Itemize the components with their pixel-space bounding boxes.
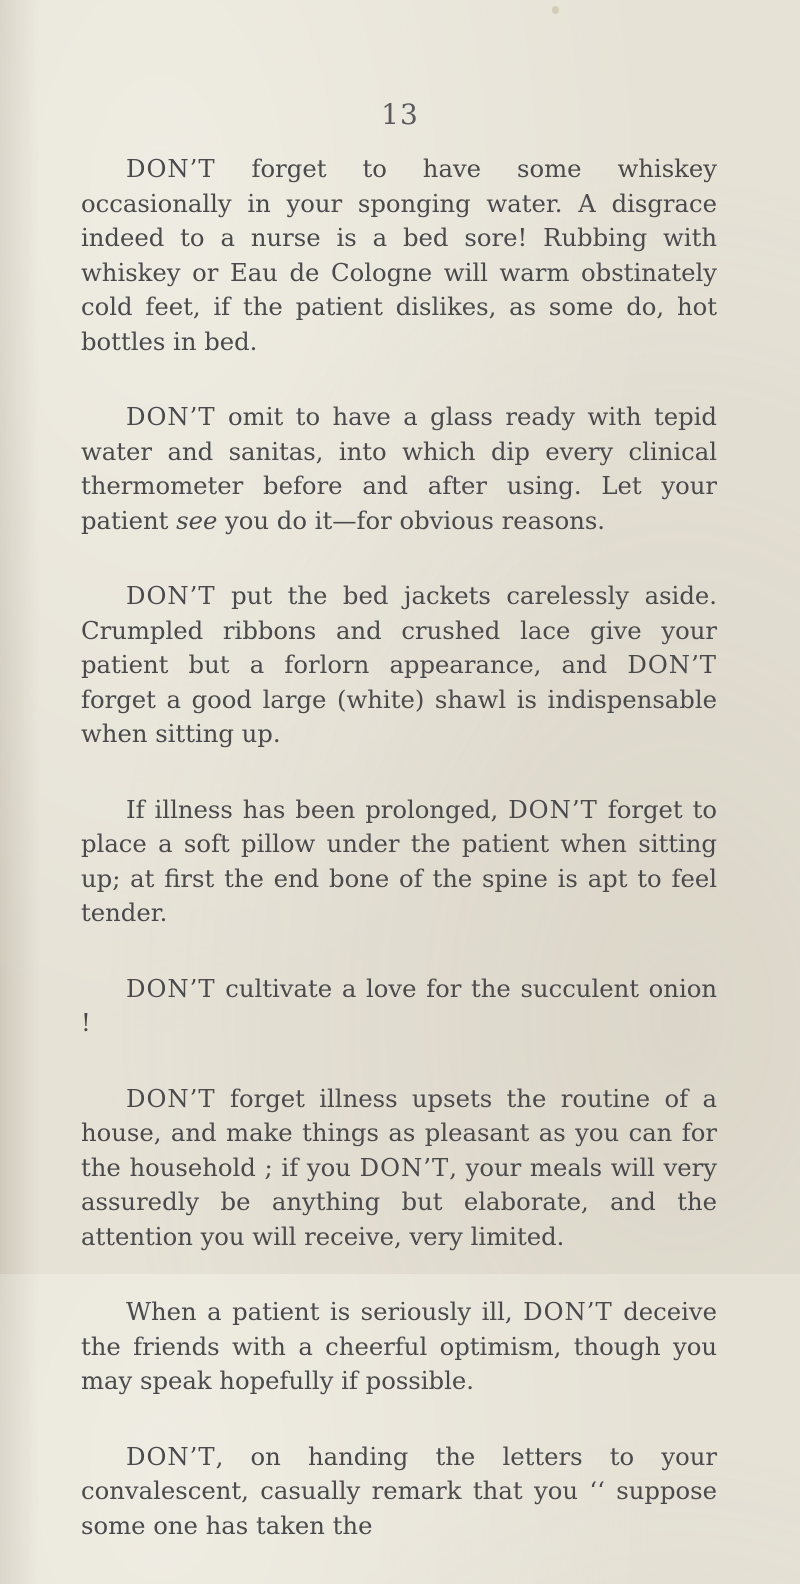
dont-lead: DON’T [126,154,216,183]
dont-lead: DON’T [126,1083,216,1113]
paragraph-letters [81,1440,717,1544]
paragraph-household [81,1082,717,1255]
paragraph-text: forget to have some whiskey occasionally in your sponging water. A disgrace indeed to a nurse is a bed sore! Rubbing with whiskey or Eau de Cologne will warm obstinately cold feet, if the patient dislikes, as some do, hot bottles in bed. [81,154,717,356]
page-number: 13 [381,98,419,131]
paragraph-text: omit to have a glass ready with tepid water and sanitas, into which dip every clinical thermometer before and after using. Let your patient [81,402,717,535]
paragraph-text: forget a good large (white) shawl is indispensable when sitting up. [81,684,717,748]
dont-lead: DON’T [126,973,216,1003]
paragraph-text: , your meals will very assuredly be anything but elaborate, and the attention you will receive, very limited. [81,1152,718,1251]
paragraph-optimism [81,1295,717,1399]
paragraph-text: If illness has been prolonged, [126,794,509,824]
page-body [81,152,717,1584]
dont-inline: DON’T [508,794,598,824]
paragraph-pillow [81,793,717,931]
dont-inline: DON’T [627,650,717,679]
dont-inline: DON’T [359,1152,450,1182]
emphasis-word: see [176,505,218,535]
dont-inline: DON’T [523,1297,613,1326]
paragraph-text: When a patient is seriously ill, [126,1297,524,1326]
paragraph-onion [81,972,717,1041]
paragraph-text: deceive the friends with a cheerful optimism, though you may speak hopefully if possible. [81,1297,717,1395]
paragraph-text: forget illness upsets the routine of a house, and make things as pleasant as you can for the household ; if you [81,1083,717,1182]
paragraph-whiskey-sponging [81,152,717,359]
paragraph-bed-jackets [81,579,717,752]
paragraph-text: , on handing the letters to your convalescent, casually remark that you ‘‘ suppose some one has taken the [81,1441,717,1540]
paragraph-text: you do it—for obvious reasons. [217,505,606,535]
paragraph-text: put the bed jackets carelessly aside. Crumpled ribbons and crushed lace give your patient but a forlorn appearance, and [81,581,717,679]
dont-lead: DON’T [126,1441,216,1471]
paragraph-text: cultivate a love for the succulent onion ! [81,973,717,1037]
paragraph-text: forget to place a soft pillow under the patient when sitting up; at first the end bone of the spine is apt to feel tender. [81,794,717,927]
paragraph-thermometer [81,400,717,538]
paper-spot [552,6,559,14]
dont-lead: DON’T [126,581,216,610]
dont-lead: DON’T [126,402,216,431]
